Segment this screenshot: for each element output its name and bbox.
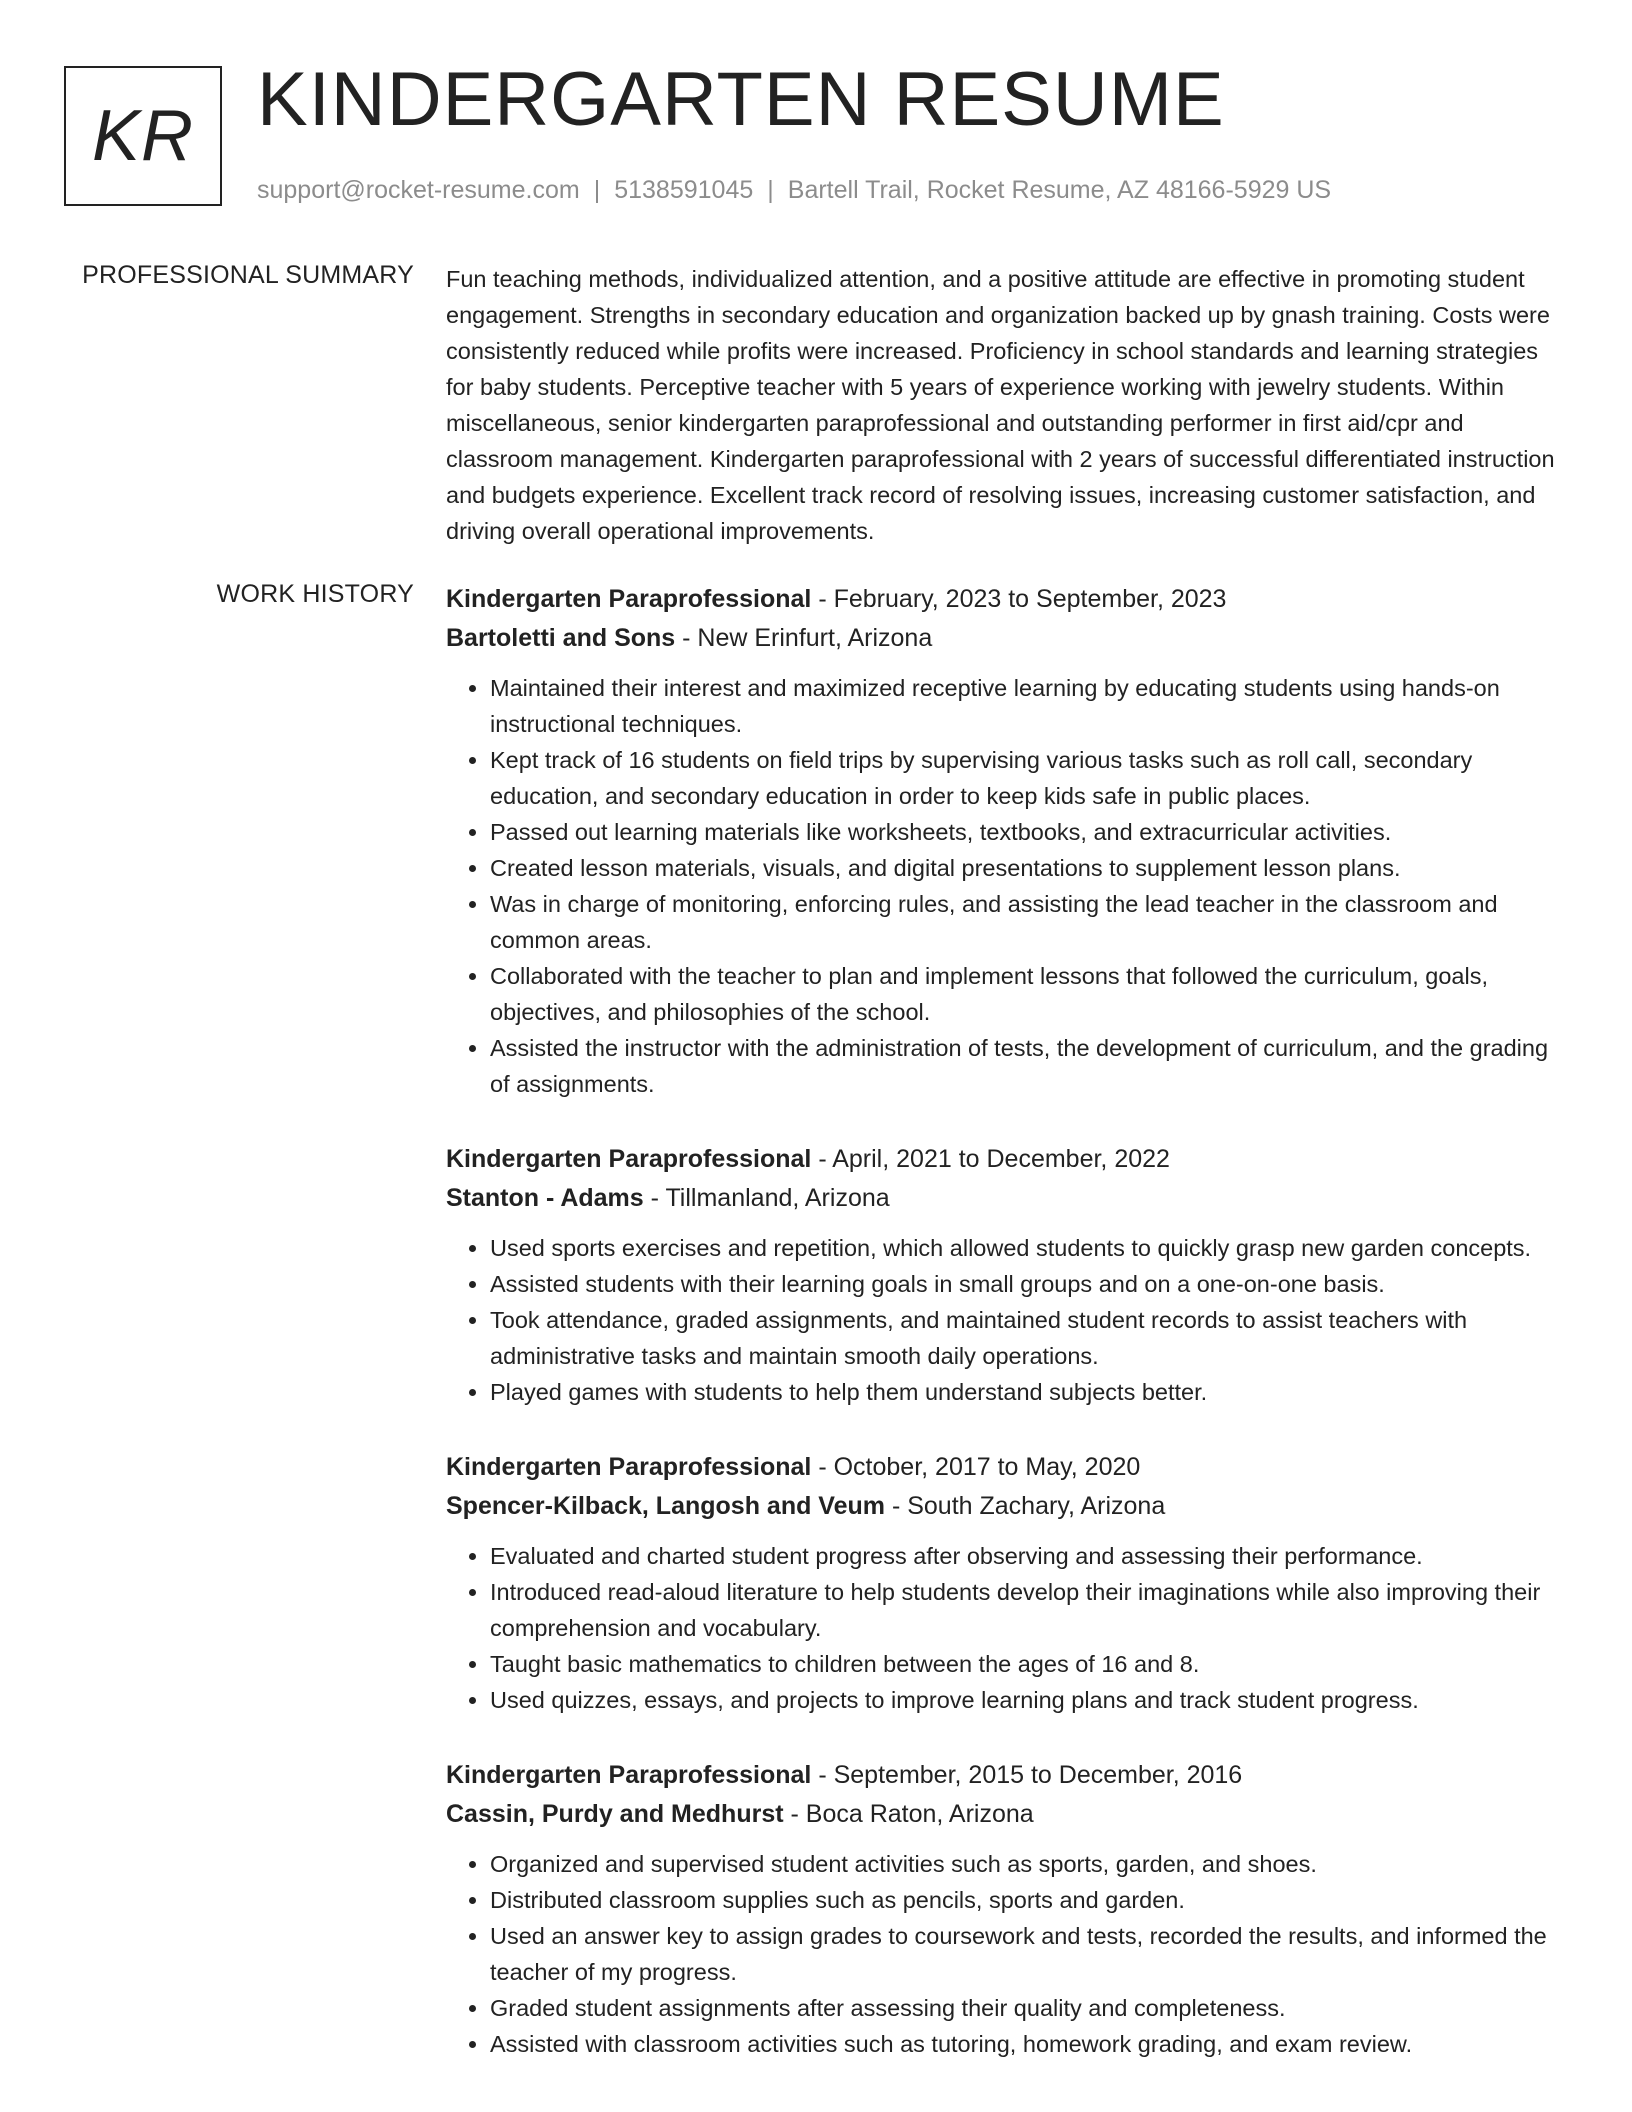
job-company-line: [446, 1179, 1566, 1218]
job-bullets: [446, 1538, 1566, 1718]
job-bullet: • Assisted students with their learning goals in small groups and on a one-on-one basis.: [490, 1266, 1566, 1302]
contact-separator: |: [767, 176, 774, 204]
job-entry: [446, 1140, 1566, 1410]
job-bullet: • Was in charge of monitoring, enforcing rules, and assisting the lead teacher in the classroom and common areas.: [490, 886, 1566, 958]
job-bullet: • Assisted the instructor with the administration of tests, the development of curriculum, and the grading of assignments.: [490, 1030, 1566, 1102]
summary-body: [446, 261, 1566, 549]
job-dates: - April, 2021 to December, 2022: [811, 1145, 1170, 1173]
work-history-body: [446, 580, 1566, 2100]
work-history-label: WORK HISTORY: [216, 580, 414, 608]
job-bullet: • Passed out learning materials like worksheets, textbooks, and extracurricular activities.: [490, 814, 1566, 850]
job-bullet: • Collaborated with the teacher to plan and implement lessons that followed the curriculum, goals, objectives, and philosophies of the school.: [490, 958, 1566, 1030]
contact-address: Bartell Trail, Rocket Resume, AZ 48166-5929 US: [787, 176, 1332, 204]
job-company: Bartoletti and Sons: [446, 624, 676, 652]
job-bullets: [446, 670, 1566, 1102]
job-company: Stanton - Adams: [446, 1184, 644, 1212]
job-bullet: • Created lesson materials, visuals, and digital presentations to supplement lesson plans.: [490, 850, 1566, 886]
contact-line: [257, 176, 1331, 205]
job-bullet: • Used quizzes, essays, and projects to improve learning plans and track student progress.: [490, 1682, 1566, 1718]
job-title-line: [446, 580, 1566, 619]
job-company-line: [446, 619, 1566, 658]
job-company: Spencer-Kilback, Langosh and Veum: [446, 1492, 886, 1520]
job-bullet: • Introduced read-aloud literature to help students develop their imaginations while also improving their comprehension and vocabulary.: [490, 1574, 1566, 1646]
page-title: KINDERGARTEN RESUME: [257, 57, 1225, 142]
job-location: - New Erinfurt, Arizona: [675, 624, 933, 652]
monogram-logo: KR: [64, 66, 222, 206]
contact-email: support@rocket-resume.com: [257, 176, 580, 204]
job-location: - South Zachary, Arizona: [885, 1492, 1166, 1520]
job-bullet: • Assisted with classroom activities such as tutoring, homework grading, and exam review.: [490, 2026, 1566, 2062]
job-title-line: [446, 1140, 1566, 1179]
job-bullet: • Played games with students to help them understand subjects better.: [490, 1374, 1566, 1410]
job-bullet: • Maintained their interest and maximized receptive learning by educating students using hands-on instructional techniques.: [490, 670, 1566, 742]
job-company-line: [446, 1487, 1566, 1526]
job-title: Kindergarten Paraprofessional: [446, 1145, 812, 1173]
job-bullet: • Used sports exercises and repetition, which allowed students to quickly grasp new garden concepts.: [490, 1230, 1566, 1266]
job-dates: - September, 2015 to December, 2016: [811, 1761, 1243, 1789]
job-bullet: • Organized and supervised student activities such as sports, garden, and shoes.: [490, 1846, 1566, 1882]
job-company: Cassin, Purdy and Medhurst: [446, 1800, 784, 1828]
summary-text: Fun teaching methods, individualized attention, and a positive attitude are effective in promoting student engagement. Strengths in secondary education and organization backed up by gnash training. Costs were consistently reduced while profits were increased. Proficiency in school standards and learning strategies for baby students. Perceptive teacher with 5 years of experience working with jewelry students. Within miscellaneous, senior kindergarten paraprofessional and outstanding performer in first aid/cpr and classroom management. Kindergarten paraprofessional with 2 years of successful differentiated instruction and budgets experience. Excellent track record of resolving issues, increasing customer satisfaction, and driving overall operational improvements.: [446, 266, 1555, 544]
job-entry: [446, 1756, 1566, 2062]
job-company-line: [446, 1795, 1566, 1834]
job-bullet: • Graded student assignments after assessing their quality and completeness.: [490, 1990, 1566, 2026]
job-location: - Boca Raton, Arizona: [783, 1800, 1034, 1828]
job-title-line: [446, 1448, 1566, 1487]
job-location: - Tillmanland, Arizona: [643, 1184, 890, 1212]
job-entry: [446, 580, 1566, 1102]
job-bullet: • Taught basic mathematics to children between the ages of 16 and 8.: [490, 1646, 1566, 1682]
job-entry: [446, 1448, 1566, 1718]
job-title: Kindergarten Paraprofessional: [446, 585, 812, 613]
job-bullets: [446, 1230, 1566, 1410]
summary-label: PROFESSIONAL SUMMARY: [82, 261, 414, 289]
job-bullet: • Used an answer key to assign grades to coursework and tests, recorded the results, and informed the teacher of my progress.: [490, 1918, 1566, 1990]
job-bullet: • Took attendance, graded assignments, and maintained student records to assist teachers with administrative tasks and maintain smooth daily operations.: [490, 1302, 1566, 1374]
contact-separator: |: [593, 176, 601, 204]
job-title: Kindergarten Paraprofessional: [446, 1453, 812, 1481]
job-dates: - October, 2017 to May, 2020: [811, 1453, 1141, 1481]
contact-phone: 5138591045: [614, 176, 754, 204]
job-dates: - February, 2023 to September, 2023: [811, 585, 1227, 613]
job-bullets: [446, 1846, 1566, 2062]
job-title-line: [446, 1756, 1566, 1795]
job-bullet: • Distributed classroom supplies such as pencils, sports and garden.: [490, 1882, 1566, 1918]
job-bullet: • Kept track of 16 students on field trips by supervising various tasks such as roll call, secondary education, and secondary education in order to keep kids safe in public places.: [490, 742, 1566, 814]
job-title: Kindergarten Paraprofessional: [446, 1761, 812, 1789]
job-bullet: • Evaluated and charted student progress after observing and assessing their performance.: [490, 1538, 1566, 1574]
